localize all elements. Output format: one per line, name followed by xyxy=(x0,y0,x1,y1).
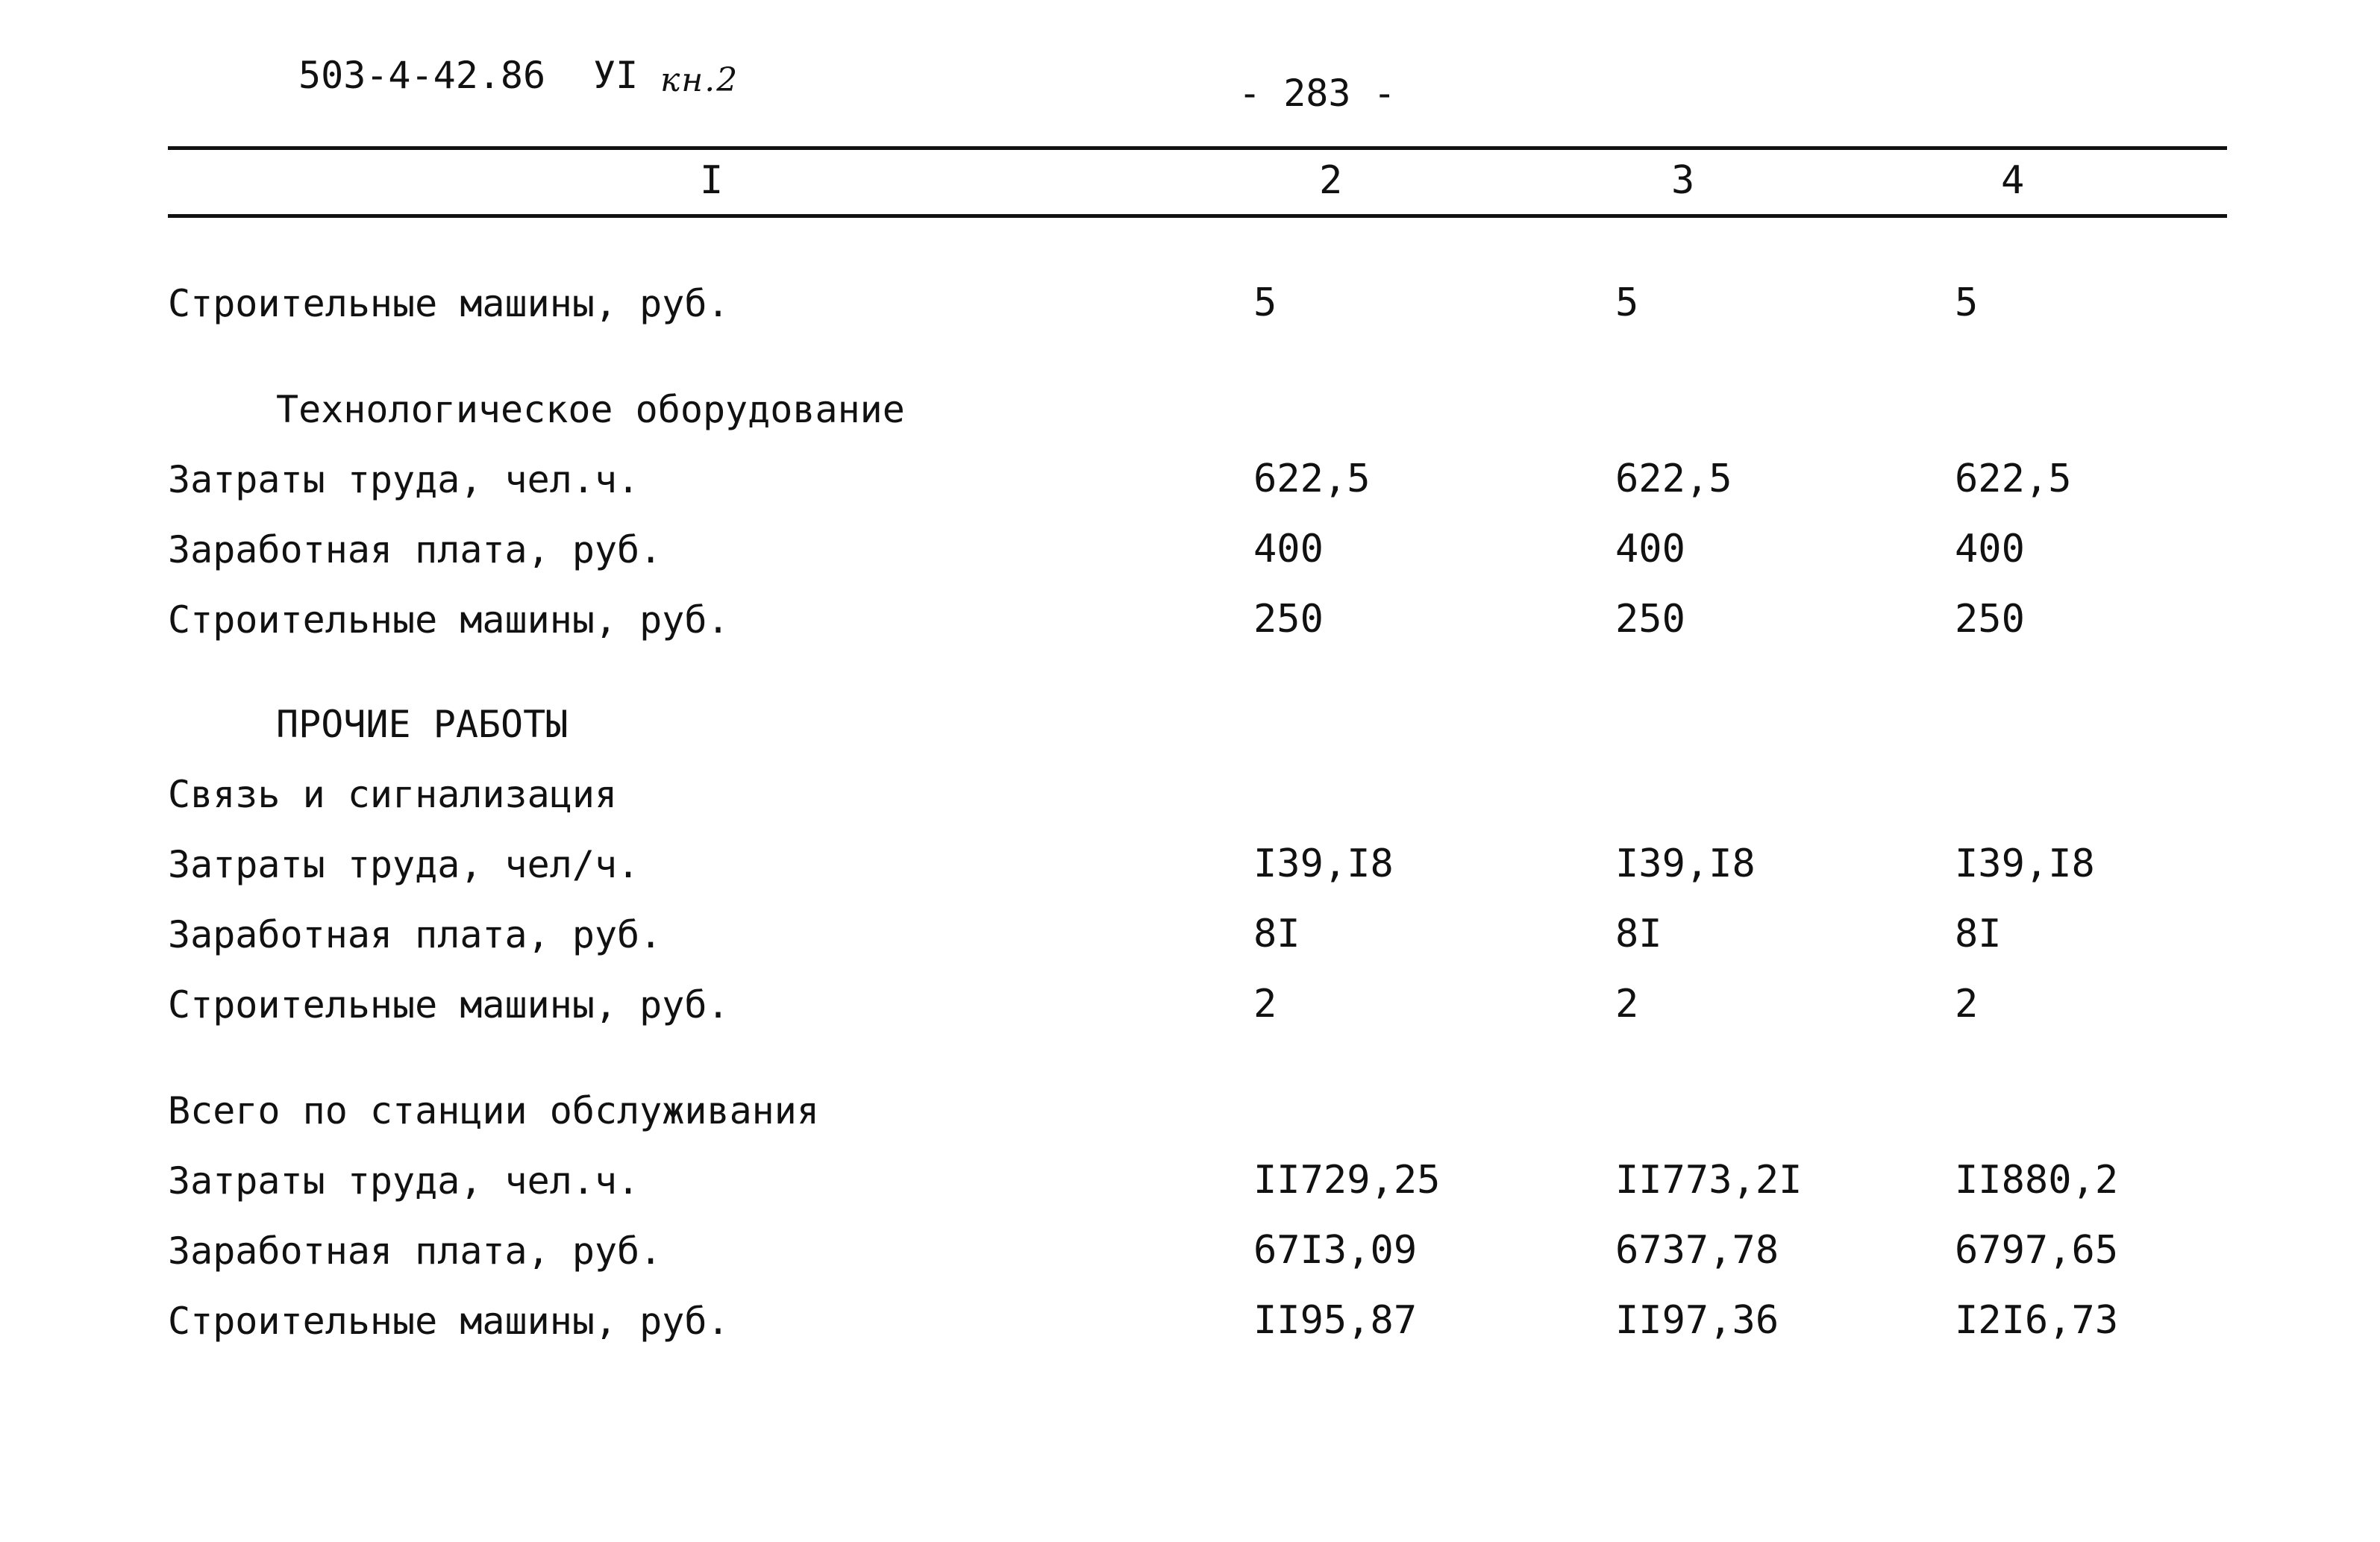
cell-col3: 5 xyxy=(1615,280,1639,325)
cell-col3: 2 xyxy=(1615,982,1639,1027)
cell-col2: I39,I8 xyxy=(1253,841,1394,886)
cell-col2: II729,25 xyxy=(1253,1158,1441,1203)
column-number-2: 2 xyxy=(1319,158,1343,203)
cell-col4: 5 xyxy=(1955,280,1979,325)
row-label: Заработная плата, руб. xyxy=(168,1229,663,1273)
cell-col3: II773,2I xyxy=(1615,1158,1803,1203)
row-label: Строительные машины, руб. xyxy=(168,983,730,1027)
page-number: - 283 - xyxy=(1238,72,1396,115)
row-label: Затраты труда, чел.ч. xyxy=(168,458,640,501)
cell-col4: I39,I8 xyxy=(1955,841,2095,886)
section-heading: Всего по станции обслуживания xyxy=(168,1089,819,1132)
cell-col4: 6797,65 xyxy=(1955,1228,2119,1273)
table-top-rule xyxy=(168,146,2227,150)
section-heading: ПРОЧИЕ РАБОТЫ xyxy=(276,703,569,746)
cell-col4: I2I6,73 xyxy=(1955,1298,2119,1343)
cell-col3: 6737,78 xyxy=(1615,1228,1779,1273)
subsection-heading: Связь и сигнализация xyxy=(168,773,618,816)
column-number-3: 3 xyxy=(1671,158,1695,203)
cell-col4: 2 xyxy=(1955,982,1979,1027)
cell-col3: 250 xyxy=(1615,597,1685,642)
cell-col3: 8I xyxy=(1615,912,1662,956)
cell-col2: 8I xyxy=(1253,912,1300,956)
row-label: Затраты труда, чел/ч. xyxy=(168,843,640,886)
cell-col2: 622,5 xyxy=(1253,457,1371,501)
cell-col3: 400 xyxy=(1615,527,1685,571)
table-header-rule xyxy=(168,214,2227,218)
row-label: Заработная плата, руб. xyxy=(168,528,663,571)
cell-col2: 250 xyxy=(1253,597,1324,642)
cell-col4: II880,2 xyxy=(1955,1158,2119,1203)
cell-col4: 250 xyxy=(1955,597,2025,642)
document-code: 503-4-42.86 xyxy=(298,54,546,97)
cell-col2: 5 xyxy=(1253,280,1277,325)
section-heading: Технологическое оборудование xyxy=(276,388,905,431)
cell-col4: 8I xyxy=(1955,912,2002,956)
row-label: Строительные машины, руб. xyxy=(168,1300,730,1343)
cell-col3: I39,I8 xyxy=(1615,841,1756,886)
row-label: Заработная плата, руб. xyxy=(168,913,663,956)
column-number-4: 4 xyxy=(2001,158,2025,203)
cell-col2: 400 xyxy=(1253,527,1324,571)
column-number-1: I xyxy=(700,158,724,203)
cell-col3: 622,5 xyxy=(1615,457,1732,501)
book-note-handwritten: кн.2 xyxy=(660,61,739,99)
cell-col2: II95,87 xyxy=(1253,1298,1418,1343)
row-label: Затраты труда, чел.ч. xyxy=(168,1159,640,1203)
volume-number: УI xyxy=(593,54,639,97)
cell-col2: 67I3,09 xyxy=(1253,1228,1418,1273)
cell-col4: 400 xyxy=(1955,527,2025,571)
cell-col4: 622,5 xyxy=(1955,457,2072,501)
cell-col2: 2 xyxy=(1253,982,1277,1027)
row-label: Строительные машины, руб. xyxy=(168,282,730,325)
cell-col3: II97,36 xyxy=(1615,1298,1779,1343)
row-label: Строительные машины, руб. xyxy=(168,598,730,642)
